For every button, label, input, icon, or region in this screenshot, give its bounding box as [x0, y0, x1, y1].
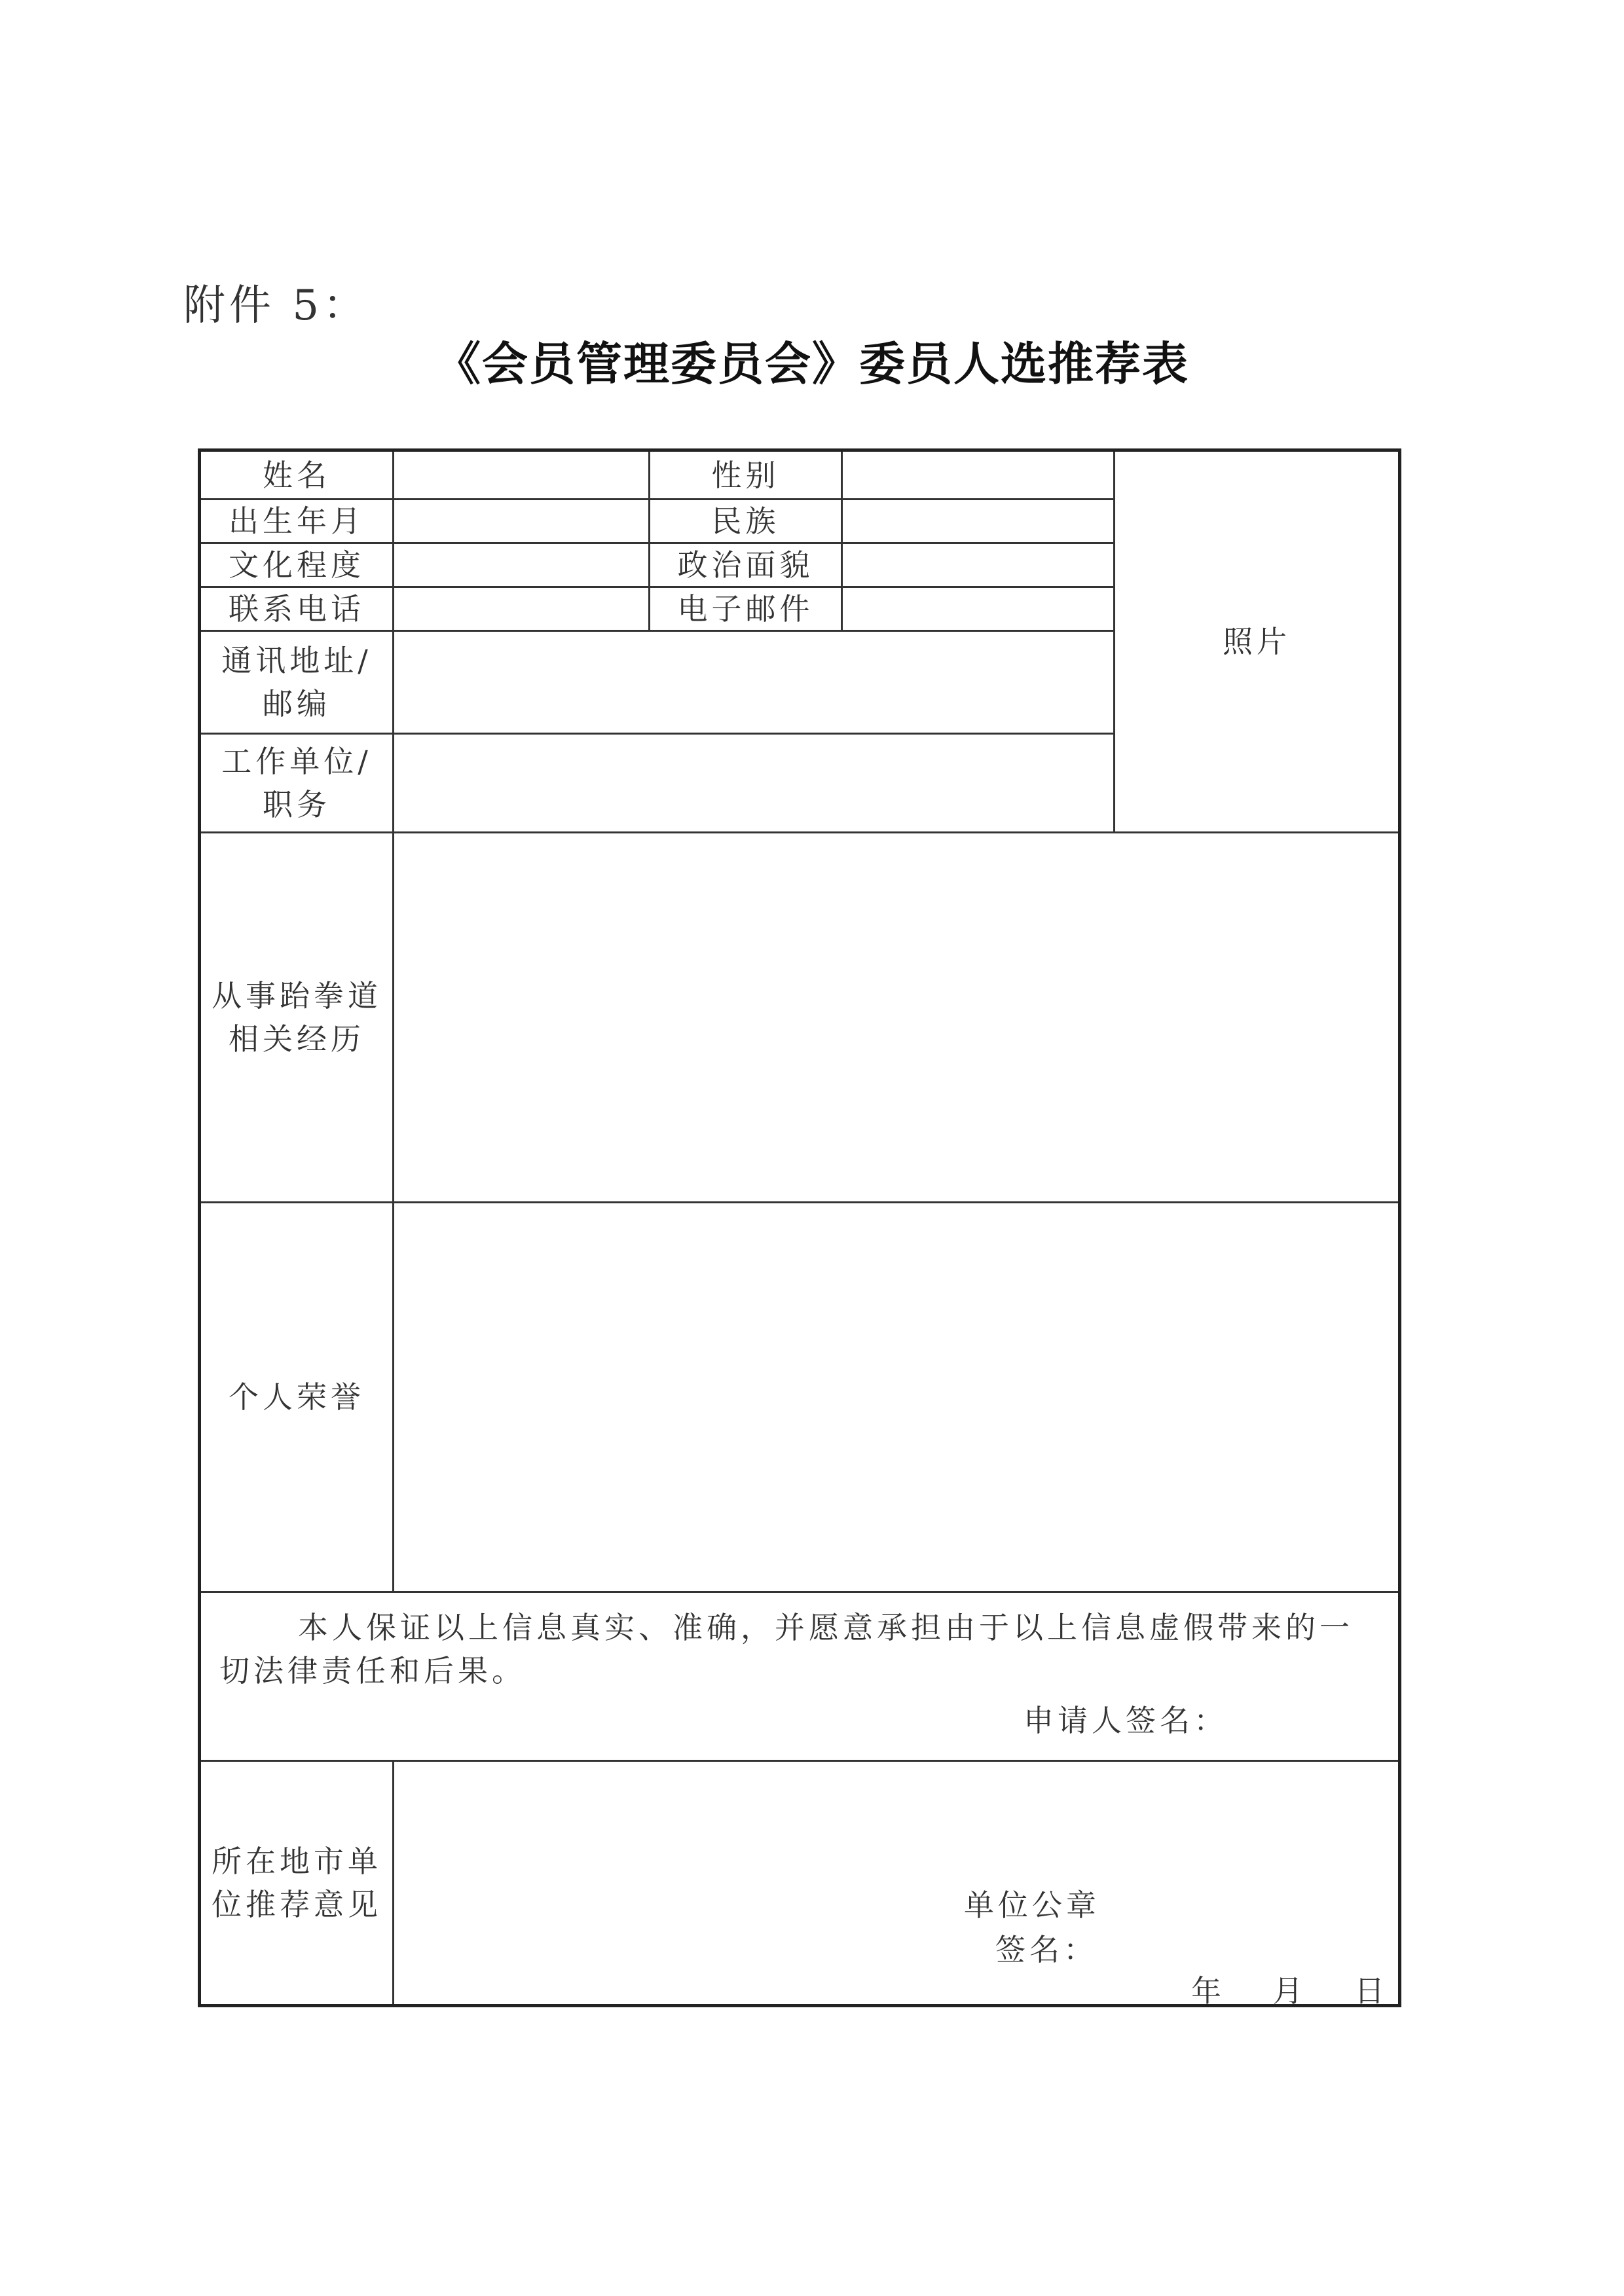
ethnicity-input[interactable]	[843, 500, 1113, 542]
applicant-signature-label: 申请人签名：	[1024, 1703, 1228, 1738]
political-input[interactable]	[843, 544, 1113, 586]
page-title: 《会员管理委员会》委员人选推荐表	[435, 337, 1189, 391]
annex-label: 附件 5：	[183, 282, 369, 330]
phone-label: 联系电话	[229, 591, 365, 627]
row-line	[201, 1591, 1398, 1593]
email-label: 电子邮件	[677, 591, 814, 627]
honors-input[interactable]	[394, 1203, 1398, 1591]
ethnicity-label: 民族	[711, 503, 780, 539]
recommendation-form	[198, 448, 1401, 2007]
gender-input[interactable]	[843, 452, 1113, 498]
gender-label: 性别	[711, 457, 780, 493]
birth-label: 出生年月	[229, 503, 365, 539]
photo-label[interactable]: 照片	[1223, 624, 1291, 659]
email-input[interactable]	[843, 588, 1113, 630]
date-label: 年 月 日	[1191, 1973, 1389, 2009]
name-input[interactable]	[394, 452, 648, 498]
column-line	[392, 1760, 394, 2004]
birth-input[interactable]	[394, 500, 648, 542]
work-label: 工作单位/职务	[221, 744, 372, 822]
sign-label: 签名：	[995, 1932, 1098, 1967]
political-label: 政治面貌	[677, 547, 814, 583]
declaration-text: 本人保证以上信息真实、准确，并愿意承担由于以上信息虚假带来的一切法律责任和后果。	[219, 1610, 1354, 1688]
address-label: 通讯地址/邮编	[221, 643, 372, 721]
experience-input[interactable]	[394, 833, 1398, 1201]
work-input[interactable]	[394, 735, 1113, 831]
unit-seal-label: 单位公章	[964, 1887, 1100, 1923]
recommend-label: 所在地市单位推荐意见	[212, 1844, 382, 1922]
phone-input[interactable]	[394, 588, 648, 630]
name-label: 姓名	[263, 457, 331, 493]
honors-label: 个人荣誉	[229, 1379, 365, 1415]
education-input[interactable]	[394, 544, 648, 586]
address-input[interactable]	[394, 632, 1113, 733]
education-label: 文化程度	[229, 547, 365, 583]
experience-label: 从事跆拳道相关经历	[212, 978, 382, 1057]
